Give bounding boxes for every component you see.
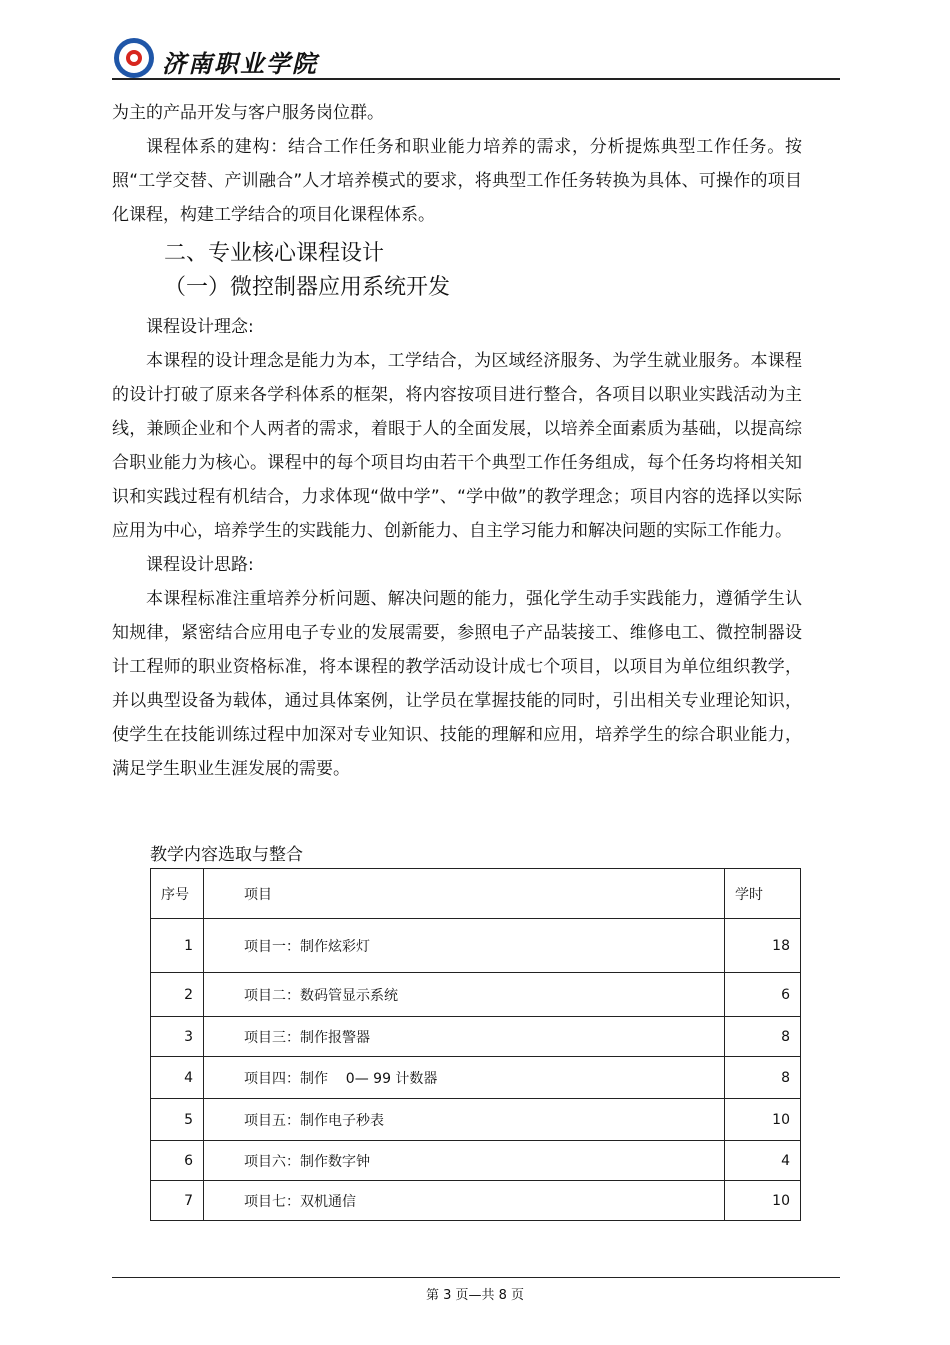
intro-block <box>112 96 802 232</box>
row-no: 5 <box>151 1099 204 1141</box>
row-hours: 10 <box>725 1099 801 1141</box>
row-item: 项目三：制作报警器 <box>204 1017 725 1057</box>
row-no: 3 <box>151 1017 204 1057</box>
table-row <box>151 919 801 973</box>
row-hours: 8 <box>725 1017 801 1057</box>
table-header-row <box>151 869 801 919</box>
design-approach-text: 本课程标准注重培养分析问题、解决问题的能力，强化学生动手实践能力，遵循学生认知规律，紧密结合应用电子专业的发展需要，参照电子产品装接工、维修电工、微控制器设计工程师的职业资格标准，将本课程的教学活动设计成七个项目，以项目为单位组织教学，并以典型设备为载体，通过具体案例，让学员在掌握技能的同时，引出相关专业理论知识，使学生在技能训练过程中加深对专业知识、技能的理解和应用，培养学生的综合职业能力，满足学生职业生涯发展的需要。 <box>112 589 802 779</box>
table-row <box>151 1099 801 1141</box>
school-emblem-icon <box>112 36 156 80</box>
table-row <box>151 1141 801 1181</box>
row-hours: 4 <box>725 1141 801 1181</box>
row-hours: 6 <box>725 973 801 1017</box>
row-no: 6 <box>151 1141 204 1181</box>
paragraph: 课程体系的建构：结合工作任务和职业能力培养的需求，分析提炼典型工作任务。按照“工学交替、产训融合”人才培养模式的要求，将典型工作任务转换为具体、可操作的项目化课程，构建工学结合的项目化课程体系。 <box>112 137 802 225</box>
design-approach-label: 课程设计思路: <box>146 555 254 575</box>
table-row <box>151 973 801 1017</box>
row-item: 项目五：制作电子秒表 <box>204 1099 725 1141</box>
header-hours: 学时 <box>725 869 801 919</box>
row-hours: 10 <box>725 1181 801 1221</box>
header-divider <box>112 78 840 80</box>
section-title: 二、专业核心课程设计 <box>164 241 385 266</box>
design-concept-label: 课程设计理念: <box>146 317 254 337</box>
table-caption: 教学内容选取与整合 <box>150 845 303 865</box>
design-concept-block <box>112 310 802 786</box>
row-no: 7 <box>151 1181 204 1221</box>
page-number: 第 3 页—共 8 页 <box>425 1288 525 1303</box>
row-item: 项目七：双机通信 <box>204 1181 725 1221</box>
row-item: 项目二：数码管显示系统 <box>204 973 725 1017</box>
school-name: 济南职业学院 <box>162 49 318 78</box>
subsection-title: （一）微控制器应用系统开发 <box>164 275 451 300</box>
paragraph: 为主的产品开发与客户服务岗位群。 <box>112 103 384 123</box>
row-hours: 8 <box>725 1057 801 1099</box>
row-item: 项目六：制作数字钟 <box>204 1141 725 1181</box>
row-item: 项目一：制作炫彩灯 <box>204 919 725 973</box>
footer-divider <box>112 1277 840 1278</box>
row-no: 2 <box>151 973 204 1017</box>
table-row <box>151 1017 801 1057</box>
row-no: 4 <box>151 1057 204 1099</box>
row-item: 项目四：制作 0— 99 计数器 <box>204 1057 725 1099</box>
page-header <box>112 36 840 80</box>
header-item: 项目 <box>204 869 725 919</box>
content-table <box>150 868 801 1221</box>
row-hours: 18 <box>725 919 801 973</box>
table-row <box>151 1181 801 1221</box>
header-no: 序号 <box>151 869 204 919</box>
table-row <box>151 1057 801 1099</box>
row-no: 1 <box>151 919 204 973</box>
design-concept-text: 本课程的设计理念是能力为本，工学结合，为区域经济服务、为学生就业服务。本课程的设计打破了原来各学科体系的框架，将内容按项目进行整合，各项目以职业实践活动为主线，兼顾企业和个人两者的需求，着眼于人的全面发展，以培养全面素质为基础，以提高综合职业能力为核心。课程中的每个项目均由若干个典型工作任务组成，每个任务均将相关知识和实践过程有机结合，力求体现“做中学”、“学中做”的教学理念；项目内容的选择以实际应用为中心，培养学生的实践能力、创新能力、自主学习能力和解决问题的实际工作能力。 <box>112 351 802 541</box>
